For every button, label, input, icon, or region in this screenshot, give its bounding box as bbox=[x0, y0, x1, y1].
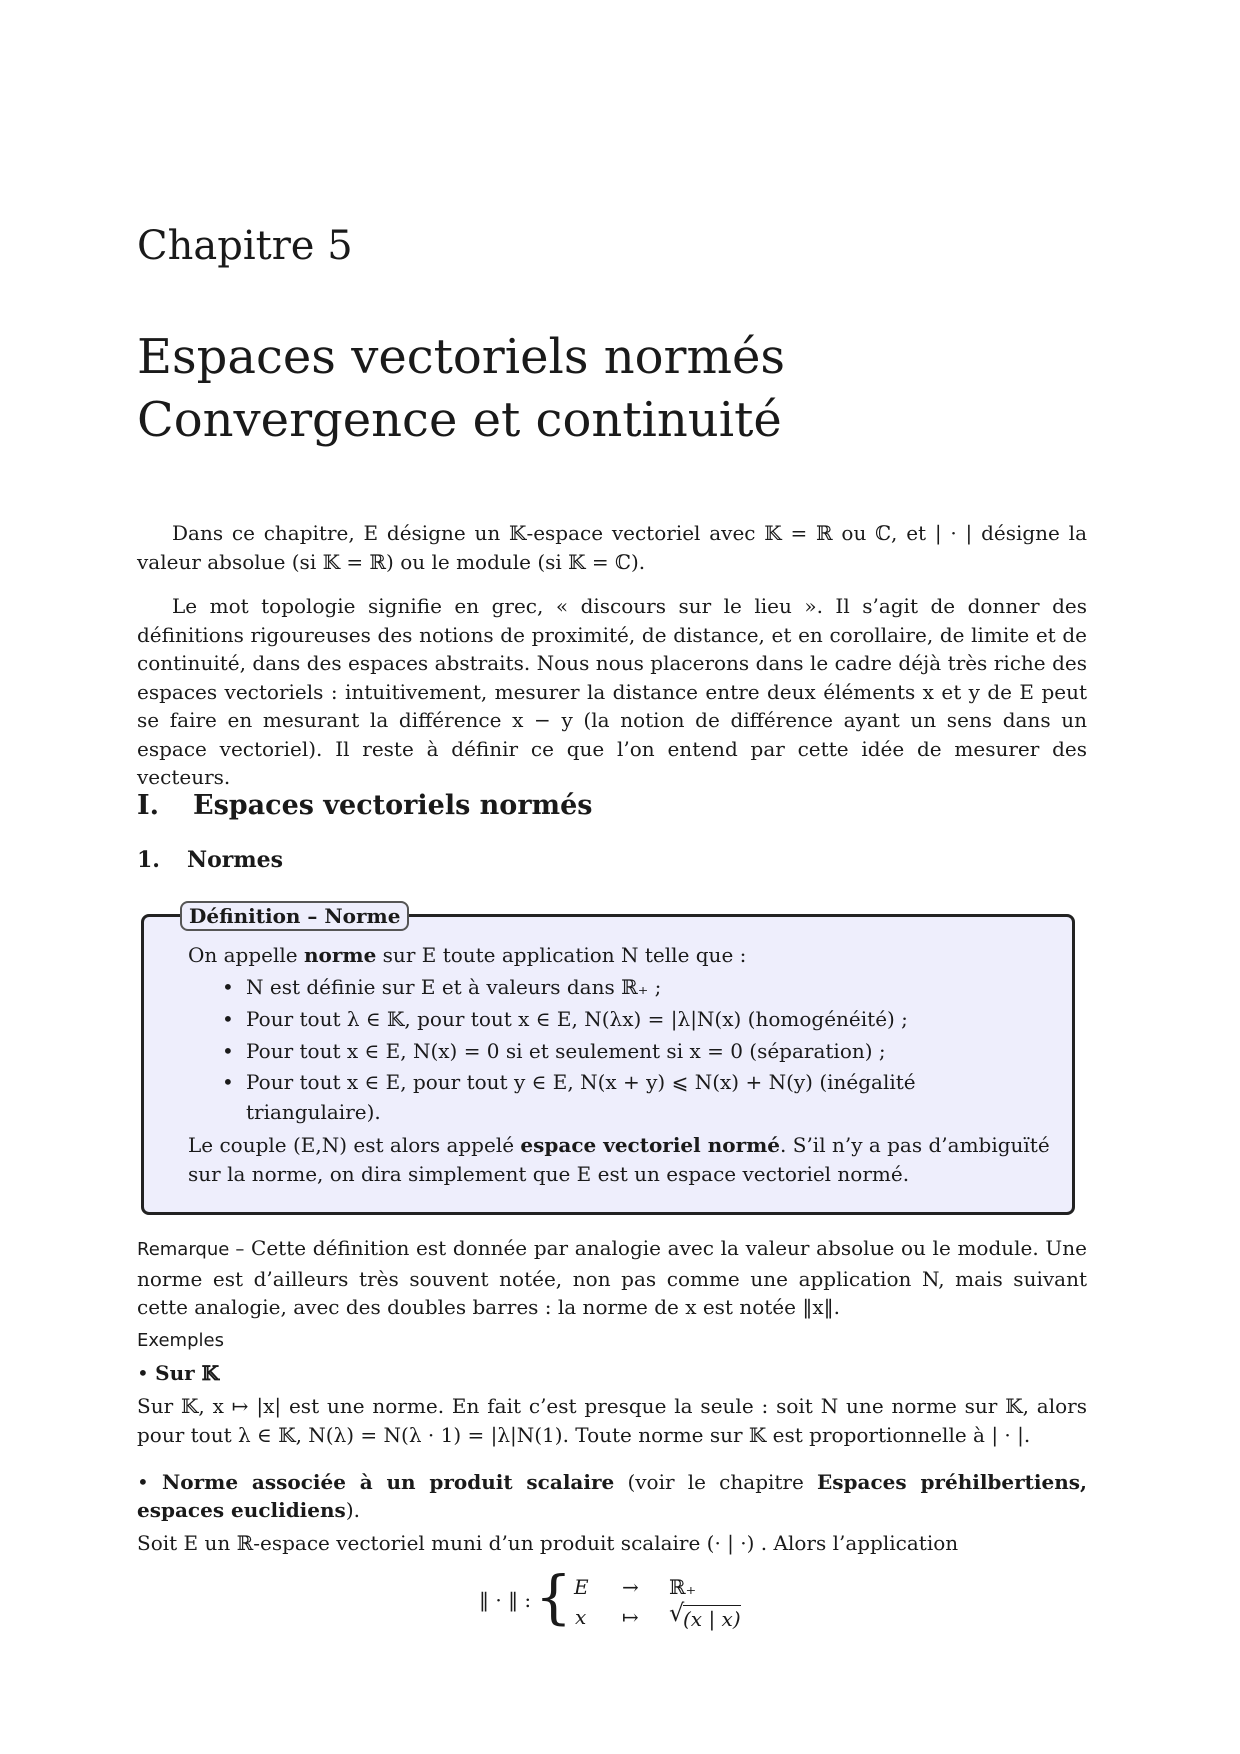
definition-list bbox=[188, 971, 1056, 1127]
definition-keyword: norme bbox=[304, 943, 377, 967]
definition-tail-end: . S’il n’y a pas d’ambiguïté sur la norme, on dira simplement que E est un espace vectoriel normé. bbox=[188, 1133, 1050, 1186]
remark-label: Remarque – bbox=[137, 1239, 245, 1260]
definition-intro bbox=[188, 939, 1056, 971]
intro-paragraph-2: Le mot topologie signifie en grec, « discours sur le lieu ». Il s’agit de donner des définitions rigoureuses des notions de proximité, de distance, et en corollaire, de limite et de continuité, dans des espaces abstraits. Nous nous placerons dans le cadre déjà très riche des espaces vectoriels : intuitivement, mesurer la distance entre deux éléments x et y de E peut se faire en mesurant la différence x − y (la notion de différence ayant un sens dans un espace vectoriel). Il reste à définir ce que l’on entend par cette idée de mesurer des vecteurs. bbox=[137, 594, 1087, 789]
formula-codomain: ℝ₊ bbox=[669, 1575, 697, 1599]
formula-lhs: ‖ · ‖ : bbox=[479, 1588, 532, 1612]
section-title: Espaces vectoriels normés bbox=[193, 790, 593, 821]
examples-label: Exemples bbox=[137, 1330, 224, 1351]
example-2-title: Norme associée à un produit scalaire bbox=[162, 1470, 615, 1494]
definition-tail bbox=[188, 1131, 1056, 1189]
definition-item: • Pour tout x ∈ E, N(x) = 0 si et seulement si x = 0 (séparation) ; bbox=[188, 1035, 1056, 1067]
chapter-title-line2: Convergence et continuité bbox=[137, 392, 782, 448]
example-2-end: ). bbox=[345, 1498, 360, 1522]
definition-body bbox=[188, 939, 1056, 1189]
chapter-title-line1: Espaces vectoriels normés bbox=[137, 329, 786, 385]
bullet-icon: • bbox=[137, 1361, 149, 1385]
sqrt-icon: √ bbox=[669, 1599, 685, 1627]
example-1-title: Sur 𝕂 bbox=[155, 1361, 220, 1385]
definition-tag: Définition – Norme bbox=[180, 901, 409, 931]
section-heading bbox=[137, 790, 593, 821]
intro-paragraph-1: Dans ce chapitre, E désigne un 𝕂-espace vectoriel avec 𝕂 = ℝ ou ℂ, et | · | désigne la valeur absolue (si 𝕂 = ℝ) ou le module (si 𝕂 = ℂ). bbox=[137, 521, 1087, 574]
definition-intro-text: On appelle bbox=[188, 943, 304, 967]
section-number: I. bbox=[137, 790, 160, 821]
formula-inner-product: (x | x) bbox=[683, 1607, 741, 1631]
maps-to-icon: ↦ bbox=[622, 1605, 639, 1629]
definition-tail-text: Le couple (E,N) est alors appelé bbox=[188, 1133, 521, 1157]
example-2-mid: (voir le chapitre bbox=[614, 1470, 818, 1494]
example-2-chapter-ref: Espaces préhilbertiens, espaces euclidiens bbox=[137, 1470, 1088, 1522]
definition-tail-keyword: espace vectoriel normé bbox=[520, 1133, 781, 1157]
subsection-number: 1. bbox=[137, 847, 160, 873]
definition-item: • Pour tout λ ∈ 𝕂, pour tout x ∈ E, N(λx) = |λ|N(x) (homogénéité) ; bbox=[188, 1003, 1056, 1035]
example-2-heading bbox=[137, 1468, 1087, 1524]
remark-paragraph bbox=[137, 1234, 1087, 1322]
definition-intro-end: sur E toute application N telle que : bbox=[376, 943, 747, 967]
definition-item: • N est définie sur E et à valeurs dans ℝ₊ ; bbox=[188, 971, 1056, 1003]
bullet-icon: • bbox=[137, 1470, 149, 1494]
definition-box bbox=[141, 904, 1075, 1215]
chapter-label: Chapitre 5 bbox=[137, 223, 353, 269]
subsection-title: Normes bbox=[187, 847, 284, 873]
left-brace-icon: { bbox=[535, 1563, 572, 1631]
example-2-text: Soit E un ℝ-espace vectoriel muni d’un produit scalaire (· | ·) . Alors l’application bbox=[137, 1531, 959, 1555]
formula-variable: x bbox=[575, 1605, 587, 1629]
chapter-title bbox=[137, 326, 785, 452]
example-1-heading bbox=[137, 1361, 219, 1385]
remark-text: Cette définition est donnée par analogie avec la valeur absolue ou le module. Une norme est d’ailleurs très souvent notée, non pas comme une application N, mais suivant cette analogie, avec des doubles barres : la norme de x est notée ‖x‖. bbox=[137, 1236, 1087, 1319]
arrow-icon: → bbox=[622, 1575, 639, 1599]
definition-item: • Pour tout x ∈ E, pour tout y ∈ E, N(x + y) ⩽ N(x) + N(y) (inégalité triangulaire). bbox=[188, 1067, 1056, 1127]
formula-image bbox=[669, 1599, 741, 1631]
subsection-heading bbox=[137, 847, 283, 873]
norm-formula bbox=[477, 1563, 877, 1638]
example-1-text: Sur 𝕂, x ↦ |x| est une norme. En fait c’est presque la seule : soit N une norme sur 𝕂, alors pour tout λ ∈ 𝕂, N(λ) = N(λ · 1) = |λ|N(1). Toute norme sur 𝕂 est proportionnelle à | · |. bbox=[137, 1394, 1087, 1447]
formula-domain: E bbox=[574, 1575, 589, 1599]
